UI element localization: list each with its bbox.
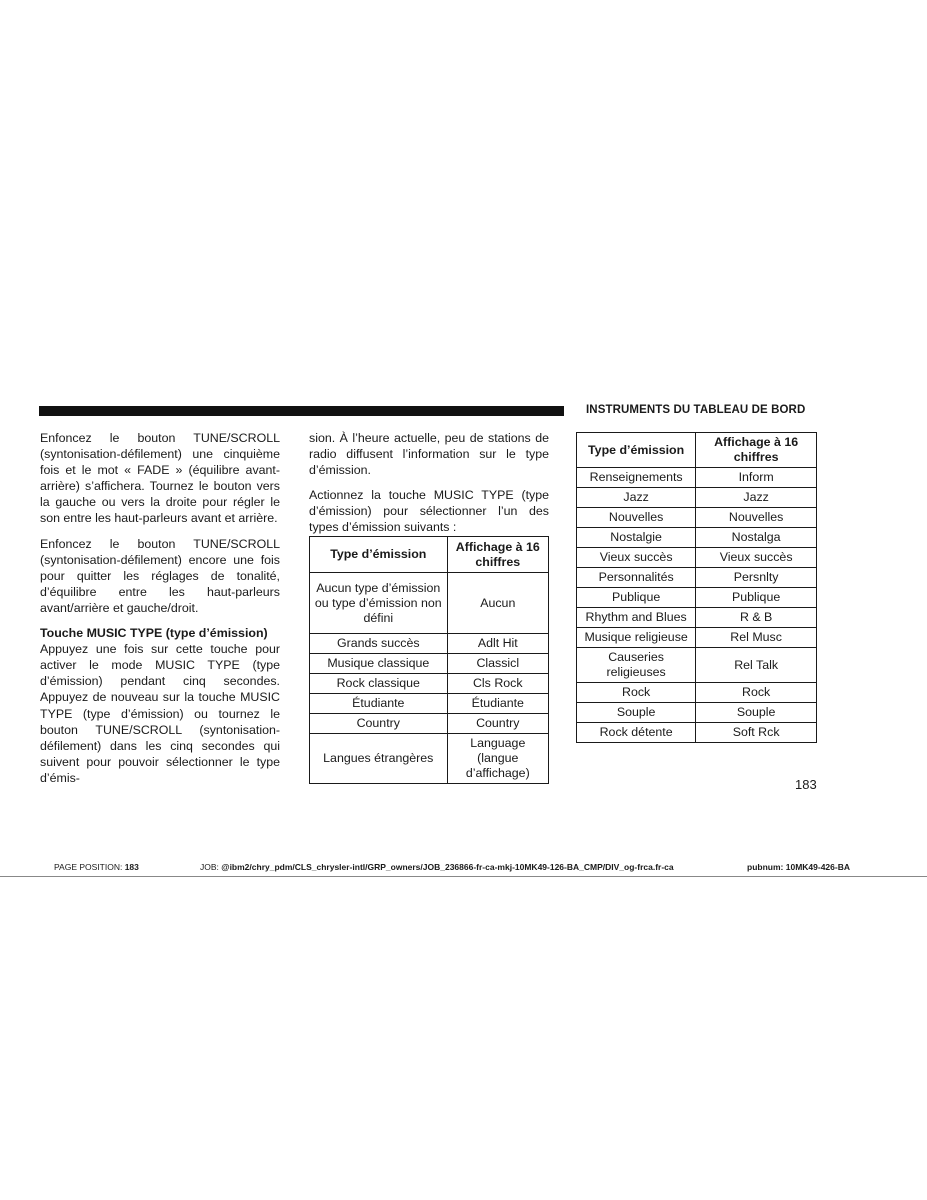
- table-row: [577, 628, 817, 648]
- table-cell-display: Classicl: [447, 654, 548, 674]
- table-cell-type: Étudiante: [310, 694, 448, 714]
- footer-pubnum: [747, 862, 850, 872]
- table-cell-type: Rhythm and Blues: [577, 608, 696, 628]
- table-cell-type: Nouvelles: [577, 508, 696, 528]
- table-cell-type: Vieux succès: [577, 548, 696, 568]
- table-cell-type: Publique: [577, 588, 696, 608]
- footer-position-value: 183: [124, 862, 139, 872]
- footer-page-position: [54, 862, 139, 872]
- table-cell-display: Étudiante: [447, 694, 548, 714]
- table-cell-display: Persnlty: [696, 568, 817, 588]
- table-cell-display: R & B: [696, 608, 817, 628]
- emission-type-table-1: [309, 536, 549, 784]
- table-header-type: Type d’émission: [310, 537, 448, 573]
- column-left: [40, 430, 280, 795]
- table-cell-type: Musique religieuse: [577, 628, 696, 648]
- table-cell-display: Country: [447, 714, 548, 734]
- table-row: [577, 508, 817, 528]
- table-cell-type: Grands succès: [310, 634, 448, 654]
- table-row: [577, 548, 817, 568]
- table-cell-display: Aucun: [447, 573, 548, 634]
- table-cell-display: Nostalga: [696, 528, 817, 548]
- footer-pubnum-label: pubnum:: [747, 862, 784, 872]
- table-row: [310, 674, 549, 694]
- table-cell-display: Cls Rock: [447, 674, 548, 694]
- table-header-row: [310, 537, 549, 573]
- table-cell-display: Inform: [696, 468, 817, 488]
- table-row: [310, 714, 549, 734]
- emission-type-table-2: [576, 432, 817, 743]
- footer-job-label: JOB:: [200, 862, 219, 872]
- table-cell-display: Vieux succès: [696, 548, 817, 568]
- table-row: [577, 588, 817, 608]
- footer-rule: [0, 876, 927, 877]
- table-cell-type: Personnalités: [577, 568, 696, 588]
- footer-job: [200, 862, 674, 872]
- paragraph-select-type: Actionnez la touche MUSIC TYPE (type d’émission) pour sélectionner l’un des types d’émission suivants :: [309, 488, 549, 535]
- table-row: [577, 608, 817, 628]
- table-row: [577, 683, 817, 703]
- section-header-bar: [39, 406, 564, 416]
- table-cell-display: Soft Rck: [696, 723, 817, 743]
- table-header-display: Affichage à 16 chiffres: [447, 537, 548, 573]
- subheading-music-type: Touche MUSIC TYPE (type d’émission): [40, 626, 268, 641]
- table-cell-type: Renseignements: [577, 468, 696, 488]
- table-cell-type: Rock détente: [577, 723, 696, 743]
- table-cell-display: Rel Talk: [696, 648, 817, 683]
- table-cell-display: Publique: [696, 588, 817, 608]
- footer-pubnum-value: 10MK49-426-BA: [785, 862, 850, 872]
- paragraph-stations: sion. À l’heure actuelle, peu de stations de radio diffusent l’information sur le type d’émission.: [309, 431, 549, 478]
- table-cell-type: Jazz: [577, 488, 696, 508]
- table-row: [310, 654, 549, 674]
- table-cell-type: Musique classique: [310, 654, 448, 674]
- table-row: [577, 723, 817, 743]
- table-row: [310, 573, 549, 634]
- table-cell-display: Rel Musc: [696, 628, 817, 648]
- table-row: [577, 528, 817, 548]
- table-cell-display: Nouvelles: [696, 508, 817, 528]
- table-cell-display: Jazz: [696, 488, 817, 508]
- table-header-type: Type d’émission: [577, 433, 696, 468]
- footer-position-label: PAGE POSITION:: [54, 862, 123, 872]
- table-row: [577, 488, 817, 508]
- table-row: [310, 694, 549, 714]
- table-cell-type: Causeries religieuses: [577, 648, 696, 683]
- table-row: [310, 734, 549, 784]
- section-title: INSTRUMENTS DU TABLEAU DE BORD: [586, 404, 806, 416]
- column-middle: [309, 430, 549, 545]
- footer-job-value: @ibm2/chry_pdm/CLS_chrysler-intl/GRP_owners/JOB_236866-fr-ca-mkj-10MK49-126-BA_CMP/DIV_og-frca.fr-ca: [221, 862, 674, 872]
- table-cell-display: Adlt Hit: [447, 634, 548, 654]
- table-cell-type: Aucun type d’émission ou type d’émission non défini: [310, 573, 448, 634]
- table-header-display: Affichage à 16 chiffres: [696, 433, 817, 468]
- table-row: [310, 634, 549, 654]
- table-cell-type: Souple: [577, 703, 696, 723]
- table-cell-type: Rock classique: [310, 674, 448, 694]
- table-cell-type: Country: [310, 714, 448, 734]
- table-cell-type: Nostalgie: [577, 528, 696, 548]
- table-cell-display: Souple: [696, 703, 817, 723]
- paragraph-exit-tone: Enfoncez le bouton TUNE/SCROLL (syntonisation-défilement) encore une fois pour quitter les réglages de tonalité, d’équilibre entre les haut-parleurs avant/arrière et gauche/droit.: [40, 536, 280, 615]
- table-row: [577, 568, 817, 588]
- table-cell-type: Langues étrangères: [310, 734, 448, 784]
- table-cell-display: Language (langue d’affichage): [447, 734, 548, 784]
- table-cell-type: Rock: [577, 683, 696, 703]
- paragraph-music-type-body: Appuyez une fois sur cette touche pour activer le mode MUSIC TYPE (type d’émission) pendant cinq secondes. Appuyez de nouveau sur la touche MUSIC TYPE (type d’émission) ou tournez le bouton TUNE/SCROLL (syntonisation-défilement) dans les cinq secondes qui suivent pour pouvoir sélectionner le type d’émis-: [40, 642, 280, 785]
- table-cell-display: Rock: [696, 683, 817, 703]
- paragraph-fade: Enfoncez le bouton TUNE/SCROLL (syntonisation-défilement) une cinquième fois et le mot « FADE » (équilibre avant-arrière) s’affichera. Tournez le bouton vers la gauche ou vers la droite pour régler le son entre les haut-parleurs avant et arrière.: [40, 431, 280, 526]
- table-row: [577, 648, 817, 683]
- paragraph-music-type: [40, 625, 280, 786]
- page-number: 183: [795, 777, 817, 792]
- table-row: [577, 703, 817, 723]
- table-row: [577, 468, 817, 488]
- table-header-row: [577, 433, 817, 468]
